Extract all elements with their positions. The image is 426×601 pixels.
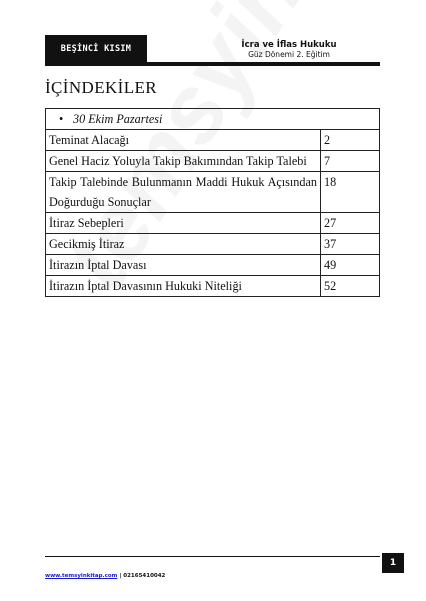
course-title: İcra ve İflas Hukuku xyxy=(241,40,337,50)
toc-row[interactable] xyxy=(46,213,380,234)
toc-entry-page: 18 xyxy=(321,172,380,213)
toc-entry-title: Takip Talebinde Bulunmanın Maddi Hukuk Açısından Doğurduğu Sonuçlar xyxy=(46,172,321,213)
toc-entry-title: Gecikmiş İtiraz xyxy=(46,234,321,255)
toc-row[interactable] xyxy=(46,276,380,297)
footer-contact xyxy=(45,573,165,579)
toc-entry-page: 37 xyxy=(321,234,380,255)
toc-entry-title: Genel Haciz Yoluyla Takip Bakımından Takip Talebi xyxy=(46,151,321,172)
toc-entry-title: İtirazın İptal Davasının Hukuki Niteliği xyxy=(46,276,321,297)
toc-entry-page: 52 xyxy=(321,276,380,297)
section-label: BEŞİNCİ KISIM xyxy=(45,35,147,63)
toc-entry-page: 2 xyxy=(321,130,380,151)
toc-row[interactable] xyxy=(46,172,380,213)
toc-table xyxy=(45,108,380,297)
toc-row[interactable] xyxy=(46,151,380,172)
footer-rule xyxy=(45,556,380,557)
page-number: 1 xyxy=(382,553,404,573)
toc-row[interactable] xyxy=(46,234,380,255)
toc-row[interactable] xyxy=(46,130,380,151)
footer-separator: | xyxy=(119,573,122,579)
bullet-icon: • xyxy=(59,112,64,126)
toc-day-cell xyxy=(46,109,380,130)
toc-entry-page: 7 xyxy=(321,151,380,172)
course-term: Güz Dönemi 2. Eğitim xyxy=(248,50,330,59)
toc-row[interactable] xyxy=(46,255,380,276)
toc-entry-page: 49 xyxy=(321,255,380,276)
toc-entry-title: Teminat Alacağı xyxy=(46,130,321,151)
phone-number: 02165410042 xyxy=(123,573,166,579)
toc-heading: İÇİNDEKİLER xyxy=(45,78,158,97)
toc-entry-title: İtiraz Sebepleri xyxy=(46,213,321,234)
toc-day-label: 30 Ekim Pazartesi xyxy=(73,112,163,126)
toc-day-row xyxy=(46,109,380,130)
toc-entry-title: İtirazın İptal Davası xyxy=(46,255,321,276)
toc-entry-page: 27 xyxy=(321,213,380,234)
header-rule xyxy=(45,62,380,66)
website-link[interactable]: www.temsyinkitap.com xyxy=(45,573,118,579)
